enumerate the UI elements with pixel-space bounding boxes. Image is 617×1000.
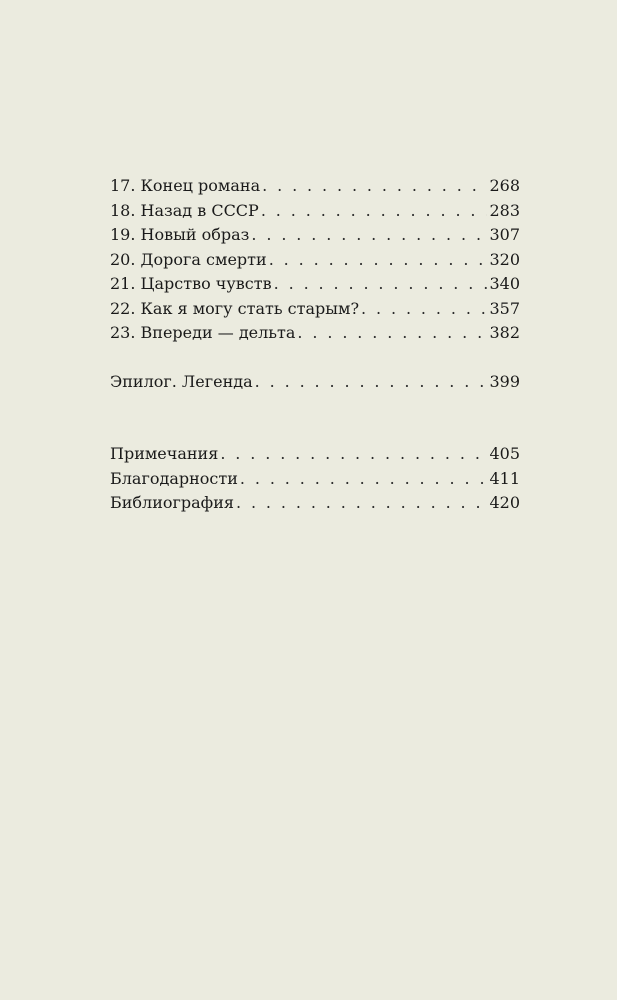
toc-entry [110, 321, 520, 346]
dot-leader [240, 467, 488, 492]
toc-entry [110, 491, 520, 516]
dot-leader [251, 223, 487, 248]
toc-entry-title: 22. Как я могу стать старым? [110, 298, 360, 318]
dot-leader [236, 491, 487, 516]
toc-entry-page: 340 [489, 274, 520, 293]
toc-entry-page: 420 [489, 493, 520, 512]
toc-entry [110, 442, 520, 467]
dot-leader [261, 199, 488, 224]
dot-leader [262, 174, 487, 199]
toc-entry [110, 272, 520, 297]
toc-entry-page: 307 [489, 225, 520, 244]
dot-leader [220, 442, 487, 467]
toc-entry-page: 411 [489, 468, 520, 488]
dot-leader [274, 272, 488, 297]
back-matter-list [110, 442, 520, 516]
toc-entry-title: 18. Назад в СССР [110, 200, 259, 220]
toc-entry [110, 370, 520, 395]
toc-entry-title: 17. Конец романа [110, 176, 261, 195]
toc-entry-title: Эпилог. Легенда [110, 371, 253, 391]
toc-entry-page: 382 [489, 323, 520, 342]
dot-leader [255, 370, 488, 395]
toc-entry [110, 223, 520, 248]
toc-entry-title: Благодарности [110, 468, 238, 488]
toc-entry-page: 399 [489, 371, 520, 391]
dot-leader [361, 297, 487, 322]
toc-entry [110, 467, 520, 492]
toc-entry [110, 199, 520, 224]
toc-entry-title: 20. Дорога смерти [110, 249, 267, 269]
toc-entry-page: 283 [489, 200, 520, 220]
toc-entry [110, 248, 520, 273]
table-of-contents [110, 174, 520, 516]
epilogue-list [110, 370, 520, 395]
toc-entry-title: 23. Впереди — дельта [110, 323, 296, 342]
chapters-list [110, 174, 520, 346]
toc-entry-title: 21. Царство чувств [110, 274, 272, 293]
toc-entry-title: Примечания [110, 444, 219, 463]
toc-entry-title: 19. Новый образ [110, 225, 250, 244]
toc-entry-page: 405 [489, 444, 520, 463]
toc-entry-page: 320 [489, 249, 520, 269]
dot-leader [269, 248, 488, 273]
toc-entry-title: Библиография [110, 493, 234, 512]
toc-entry [110, 174, 520, 199]
toc-entry-page: 357 [489, 298, 520, 318]
toc-entry-page: 268 [489, 176, 520, 195]
dot-leader [297, 321, 487, 346]
toc-entry [110, 297, 520, 322]
